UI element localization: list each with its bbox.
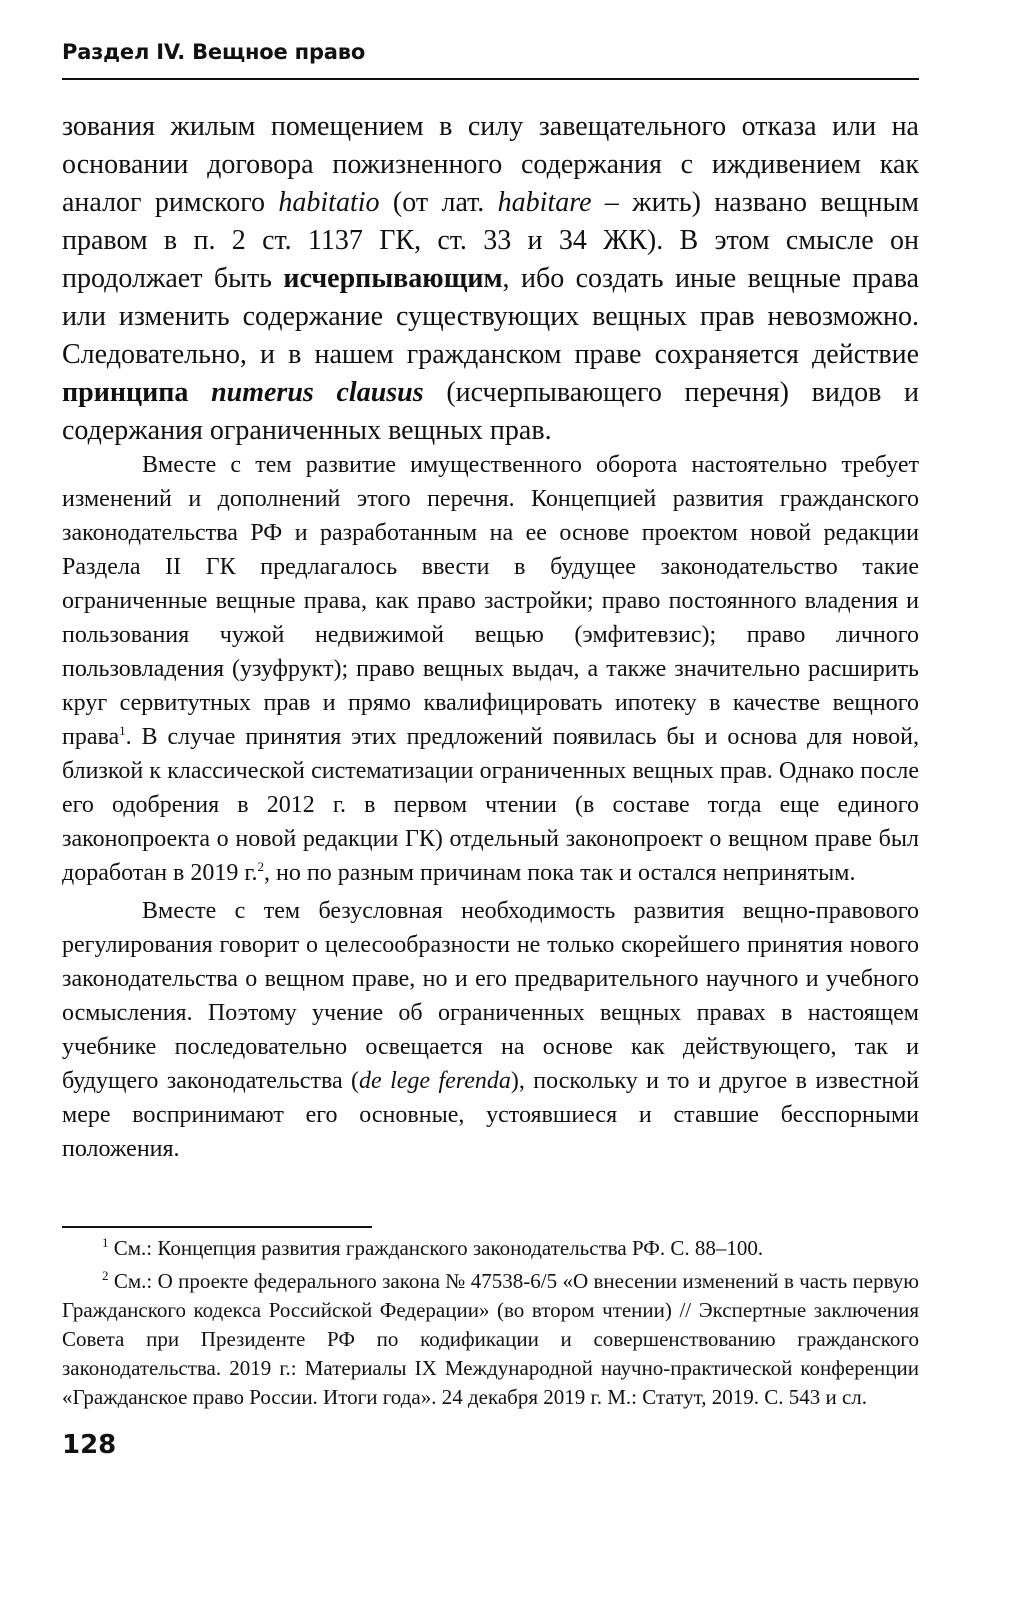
running-head: Раздел IV. Вещное право — [62, 40, 366, 64]
text-run: – жить) названо вещным правом в п. 2 ст. 1137 ГК, ст. 33 и 34 ЖК). В этом смысле он продолжает быть — [62, 187, 919, 294]
text-run: (от лат. — [379, 187, 498, 218]
paragraph — [62, 894, 919, 1166]
text-run — [188, 377, 211, 408]
text-run: зования жилым помещением в силу завещательного отказа или на основании договора пожизненного содержания с иждивением как аналог римского — [62, 111, 919, 218]
footnote-ref[interactable]: 2 — [257, 859, 265, 874]
text-run: , но по разным причинам пока так и остался непринятым. — [264, 860, 856, 886]
footnote-rule — [62, 1226, 372, 1228]
footnotes — [62, 1234, 919, 1416]
latin-term-de-lege-ferenda: de lege ferenda — [359, 1068, 511, 1094]
footnote-mark: 2 — [102, 1268, 109, 1283]
paragraph — [62, 448, 919, 890]
footnote-text: См.: О проекте федерального закона № 47538-6/5 «О внесении изменений в часть первую Гражданского кодекса Российской Федерации» (во втором чтении) // Экспертные заключения Совета при Президенте РФ по кодификации и совершенствованию гражданского законодательства. 2019 г.: Материалы IX Международной научно-практической конференции «Гражданское право России. Итоги года». 24 декабря 2019 г. М.: Статут, 2019. С. 543 и сл. — [62, 1269, 919, 1409]
emphasis-term: исчерпывающим — [283, 263, 503, 294]
header-rule — [62, 78, 919, 80]
footnote-ref[interactable]: 1 — [119, 723, 126, 738]
paragraph-continuation — [62, 108, 919, 450]
latin-term-numerus-clausus: numerus clausus — [211, 377, 424, 408]
footnote-text: См.: Концепция развития гражданского законодательства РФ. С. 88–100. — [108, 1236, 764, 1260]
text-run: (исчерпывающего перечня) видов и содержания ограниченных вещных прав. — [62, 377, 919, 446]
footnote-2 — [62, 1267, 919, 1412]
footnote-mark: 1 — [102, 1235, 109, 1250]
emphasis-term: принципа — [62, 377, 189, 408]
page-number: 128 — [62, 1430, 117, 1460]
footnote-1 — [62, 1234, 919, 1263]
text-run: Вместе с тем безусловная необходимость развития вещно-правового регулирования говорит о целесообразности не только скорейшего принятия нового законодательства о вещном праве, но и его предварительного научного и учебного осмысления. Поэтому учение об ограниченных вещных правах в настоящем учебнике последовательно освещается на основе как действующего, так и будущего законодательства ( — [62, 898, 919, 1094]
body-small-block — [62, 448, 919, 1170]
latin-term-habitatio: habitatio — [278, 187, 380, 218]
text-run: . В случае принятия этих предложений появилась бы и основа для новой, близкой к классической систематизации ограниченных вещных прав. Однако после его одобрения в 2012 г. в первом чтении (в составе тогда еще единого законопроекта о новой редакции ГК) отдельный законопроект о вещном праве был доработан в 2019 г. — [62, 724, 919, 886]
text-run: Вместе с тем развитие имущественного оборота настоятельно требует изменений и дополнений этого перечня. Концепцией развития гражданского законодательства РФ и разработанным на ее основе проектом новой редакции Раздела II ГК предлагалось ввести в будущее законодательство такие ограниченные вещные права, как право застройки; право постоянного владения и пользования чужой недвижимой вещью (эмфитевзис); право личного пользовладения (узуфрукт); право вещных выдач, а также значительно расширить круг сервитутных прав и прямо квалифицировать ипотеку в качестве вещного права — [62, 452, 919, 750]
text-run: ), поскольку и то и другое в известной мере воспринимают его основные, устоявшиеся и ставшие бесспорными положения. — [62, 1068, 920, 1162]
latin-term-habitare: habitare — [497, 187, 592, 218]
text-run: , ибо создать иные вещные права или изменить содержание существующих вещных прав невозможно. Следовательно, и в нашем гражданском праве сохраняется действие — [62, 263, 920, 370]
